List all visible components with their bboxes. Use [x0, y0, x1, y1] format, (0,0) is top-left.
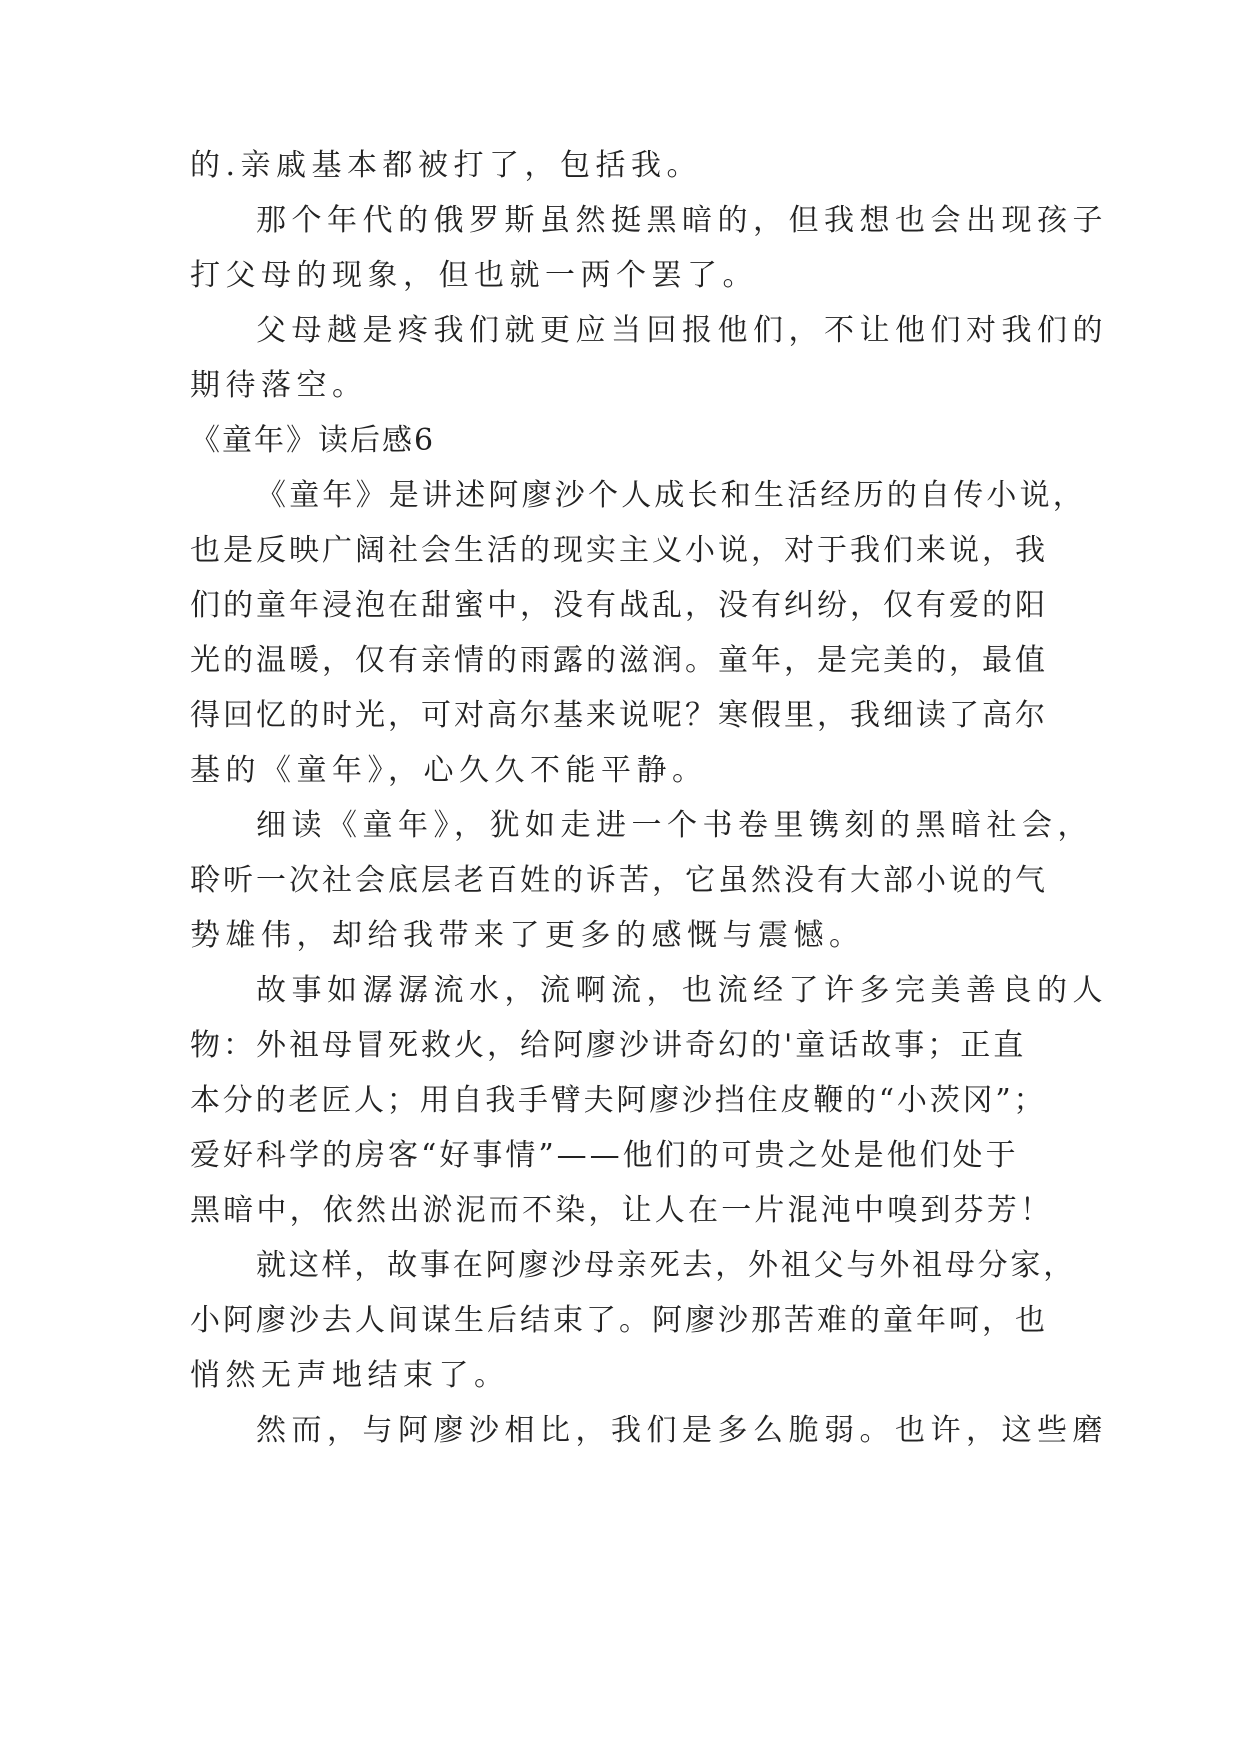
text-line: 们的童年浸泡在甜蜜中，没有战乱，没有纠纷，仅有爱的阳 — [190, 588, 1048, 623]
text-line: 光的温暖，仅有亲情的雨露的滋润。童年，是完美的，最值 — [190, 643, 1048, 678]
text-line: 期待落空。 — [190, 368, 368, 403]
text-line: 也是反映广阔社会生活的现实主义小说，对于我们来说，我 — [190, 533, 1048, 568]
text-line: 物：外祖母冒死救火，给阿廖沙讲奇幻的'童话故事；正直 — [190, 1028, 1027, 1063]
text-line: 本分的老匠人；用自我手臂夫阿廖沙挡住皮鞭的“小茨冈”； — [190, 1083, 1047, 1118]
text-line: 小阿廖沙去人间谋生后结束了。阿廖沙那苦难的童年呵，也 — [190, 1303, 1048, 1338]
paragraph-start-line: 《童年》是讲述阿廖沙个人成长和生活经历的自传小说， — [256, 478, 1086, 513]
text-line: 悄然无声地结束了。 — [190, 1358, 510, 1393]
text-line: 聆听一次社会底层老百姓的诉苦，它虽然没有大部小说的气 — [190, 863, 1048, 898]
paragraph-start-line: 细读《童年》，犹如走进一个书卷里镌刻的黑暗社会， — [256, 808, 1093, 843]
section-heading: 《童年》读后感6 — [190, 423, 436, 458]
text-line: 黑暗中，依然出淤泥而不染，让人在一片混沌中嗅到芬芳！ — [190, 1193, 1054, 1228]
text-line: 爱好科学的房客“好事情”——他们的可贵之处是他们处于 — [190, 1138, 1019, 1173]
text-line: 势雄伟，却给我带来了更多的感慨与震憾。 — [190, 918, 865, 953]
paragraph-start-line: 父母越是疼我们就更应当回报他们，不让他们对我们的 — [256, 313, 1108, 348]
paragraph-start-line: 那个年代的俄罗斯虽然挺黑暗的，但我想也会出现孩子 — [256, 203, 1108, 238]
paragraph-start-line: 故事如潺潺流水，流啊流，也流经了许多完美善良的人 — [256, 973, 1108, 1008]
text-line: 得回忆的时光，可对高尔基来说呢？寒假里，我细读了高尔 — [190, 698, 1048, 733]
text-line: 打父母的现象，但也就一两个罢了。 — [190, 258, 758, 293]
text-line: 基的《童年》，心久久不能平静。 — [190, 753, 708, 788]
paragraph-start-line: 就这样，故事在阿廖沙母亲死去，外祖父与外祖母分家， — [256, 1248, 1076, 1283]
text-line: 的.亲戚基本都被打了，包括我。 — [190, 148, 703, 183]
paragraph-start-line: 然而，与阿廖沙相比，我们是多么脆弱。也许，这些磨 — [256, 1413, 1108, 1448]
